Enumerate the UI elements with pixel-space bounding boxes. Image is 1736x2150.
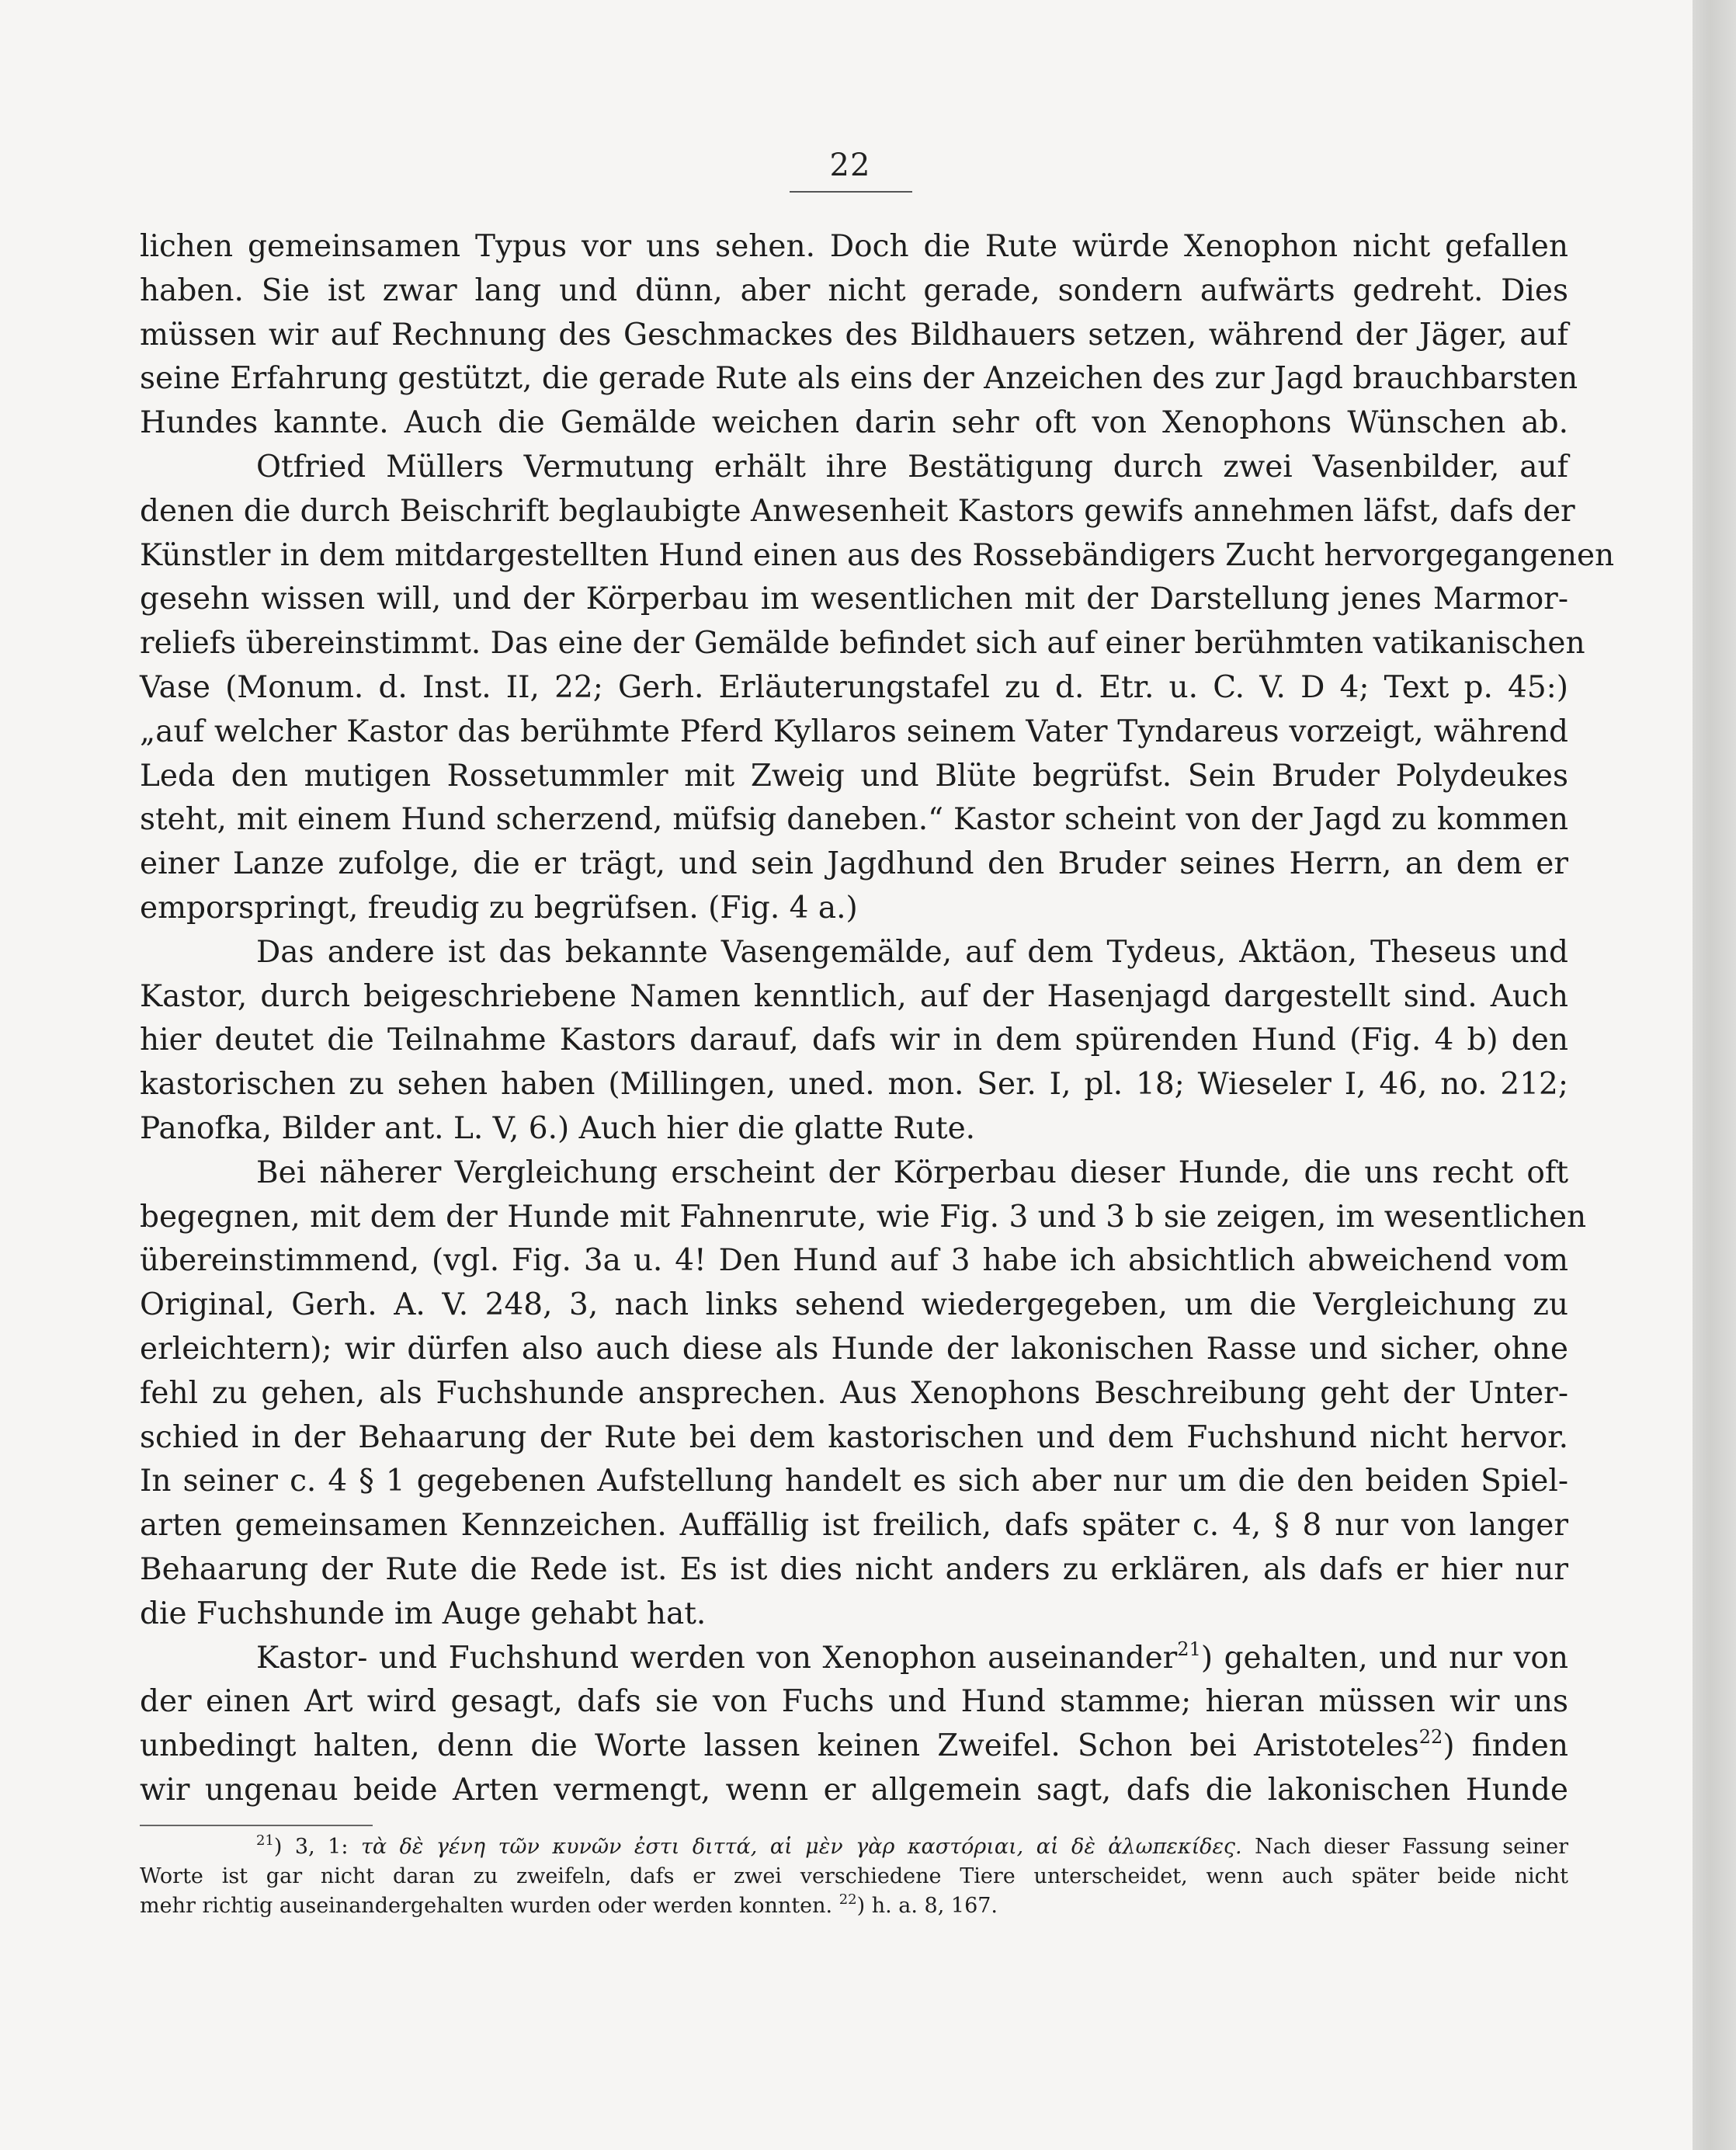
text-line: erleichtern); wir dürfen also auch diese als Hunde der lakonischen Rasse und sicher, ohne (140, 1331, 1568, 1367)
footnote-line (140, 1891, 1568, 1921)
text-line: Vase (Monum. d. Inst. II, 22; Gerh. Erläuterungstafel zu d. Etr. u. C. V. D 4; Text p. 45:) (140, 669, 1568, 705)
text-segment: ) finden (1443, 1728, 1569, 1764)
text-segment: unbedingt halten, denn die Worte lassen keinen Zweifel. Schon bei Aristoteles (140, 1728, 1419, 1764)
text-line: schied in der Behaarung der Rute bei dem kastorischen und dem Fuchshund nicht hervor. (140, 1419, 1568, 1455)
text-line: Panofka, Bilder ant. L. V, 6.) Auch hier die glatte Rute. (140, 1110, 976, 1146)
page-number: 22 (829, 148, 871, 183)
text-line: begegnen, mit dem der Hunde mit Fahnenrute, wie Fig. 3 und 3 b sie zeigen, im wesentlichen (140, 1199, 1587, 1235)
text-line: Otfried Müllers Vermutung erhält ihre Bestätigung durch zwei Vasenbilder, auf (256, 449, 1568, 485)
text-line: Bei näherer Vergleichung erscheint der Körperbau dieser Hunde, die uns recht oft (256, 1155, 1568, 1190)
footnote-line: Worte ist gar nicht daran zu zweifeln, dafs er zwei verschiedene Tiere unterscheidet, wenn auch später beide nicht (140, 1864, 1568, 1888)
text-line: der einen Art wird gesagt, dafs sie von Fuchs und Hund stamme; hieran müssen wir uns (140, 1684, 1568, 1720)
header-rule (790, 191, 912, 193)
footnote-ref-22: 22 (1418, 1726, 1443, 1749)
text-line: einer Lanze zufolge, die er trägt, und sein Jagdhund den Bruder seines Herrn, an dem er (140, 846, 1568, 882)
text-line: wir ungenau beide Arten vermengt, wenn er allgemein sagt, dafs die lakonischen Hunde (140, 1772, 1568, 1808)
greek-quotation: τὰ δὲ γένη τῶν κυνῶν ἐστι διττά, αἱ μὲν γὰρ καστόριαι, αἱ δὲ ἀλωπεκίδες. (360, 1835, 1242, 1859)
text-line (140, 1725, 1568, 1769)
text-line: denen die durch Beischrift beglaubigte Anwesenheit Kastors gewifs annehmen läfst, dafs der (140, 493, 1575, 529)
footnote-line (140, 1832, 1568, 1862)
text-segment: ) gehalten, und nur von (1200, 1640, 1568, 1676)
text-line: müssen wir auf Rechnung des Geschmackes des Bildhauers setzen, während der Jäger, auf (140, 317, 1568, 353)
text-line: arten gemeinsamen Kennzeichen. Auffällig ist freilich, dafs später c. 4, § 8 nur von langer (140, 1508, 1568, 1544)
text-line: Das andere ist das bekannte Vasengemälde, auf dem Tydeus, Aktäon, Theseus und (256, 934, 1568, 970)
footnote-mark-22: 22 (838, 1891, 857, 1908)
text-line: Kastor, durch beigeschriebene Namen kenntlich, auf der Hasenjagd dargestellt sind. Auch (140, 978, 1568, 1014)
text-line: reliefs übereinstimmt. Das eine der Gemälde befindet sich auf einer berühmten vatikanischen (140, 626, 1585, 662)
text-line (140, 1637, 1568, 1681)
footnote-text: ) h. a. 8, 167. (856, 1894, 998, 1918)
body-text (140, 225, 1615, 1813)
text-line: hier deutet die Teilnahme Kastors darauf, dafs wir in dem spürenden Hund (Fig. 4 b) den (140, 1023, 1568, 1058)
text-segment: Kastor- und Fuchshund werden von Xenophon auseinander (256, 1640, 1178, 1676)
text-line: Künstler in dem mitdargestellten Hund einen aus des Rossebändigers Zucht hervorgegangenen (140, 537, 1615, 573)
text-line: Original, Gerh. A. V. 248, 3, nach links sehend wiedergegeben, um die Vergleichung zu (140, 1287, 1568, 1323)
text-line: gesehn wissen will, und der Körperbau im wesentlichen mit der Darstellung jenes Marmor- (140, 582, 1568, 617)
text-line: Behaarung der Rute die Rede ist. Es ist dies nicht anders zu erklären, als dafs er hier nur (140, 1551, 1568, 1587)
text-line: übereinstimmend, (vgl. Fig. 3a u. 4! Den Hund auf 3 habe ich absichtlich abweichend vom (140, 1243, 1568, 1279)
footnote-mark-21: 21 (256, 1832, 274, 1849)
text-line: In seiner c. 4 § 1 gegebenen Aufstellung handelt es sich aber nur um die den beiden Spiel- (140, 1464, 1568, 1499)
text-line: „auf welcher Kastor das berühmte Pferd Kyllaros seinem Vater Tyndareus vorzeigt, während (140, 714, 1568, 749)
text-line: Leda den mutigen Rossetummler mit Zweig und Blüte begrüfst. Sein Bruder Polydeukes (140, 758, 1568, 794)
text-line: die Fuchshunde im Auge gehabt hat. (140, 1596, 707, 1631)
text-line: kastorischen zu sehen haben (Millingen, uned. mon. Ser. I, pl. 18; Wieseler I, 46, no. 212; (140, 1067, 1568, 1103)
footnote-rule (140, 1825, 373, 1826)
footnote-text: mehr richtig auseinandergehalten wurden oder werden konnten. (140, 1894, 833, 1918)
text-line: Hundes kannte. Auch die Gemälde weichen darin sehr oft von Xenophons Wünschen ab. (140, 405, 1568, 441)
text-line: haben. Sie ist zwar lang und dünn, aber nicht gerade, sondern aufwärts gedreht. Dies (140, 273, 1568, 308)
text-line: emporspringt, freudig zu begrüfsen. (Fig. 4 a.) (140, 890, 858, 926)
footnote-text: Nach dieser Fassung seiner (1255, 1835, 1569, 1859)
text-line: steht, mit einem Hund scherzend, müfsig daneben.“ Kastor scheint von der Jagd zu kommen (140, 802, 1568, 838)
text-line: fehl zu gehen, als Fuchshunde ansprechen. Aus Xenophons Beschreibung geht der Unter- (140, 1375, 1568, 1411)
text-line: lichen gemeinsamen Typus vor uns sehen. Doch die Rute würde Xenophon nicht gefallen (140, 229, 1568, 264)
footnote-text: ) 3, 1: (273, 1835, 349, 1859)
footnote-ref-21: 21 (1177, 1638, 1201, 1660)
footnotes (140, 1832, 1568, 1921)
text-line: seine Erfahrung gestützt, die gerade Rute als eins der Anzeichen des zur Jagd brauchbarsten (140, 361, 1578, 397)
page-edge (1693, 0, 1736, 2150)
